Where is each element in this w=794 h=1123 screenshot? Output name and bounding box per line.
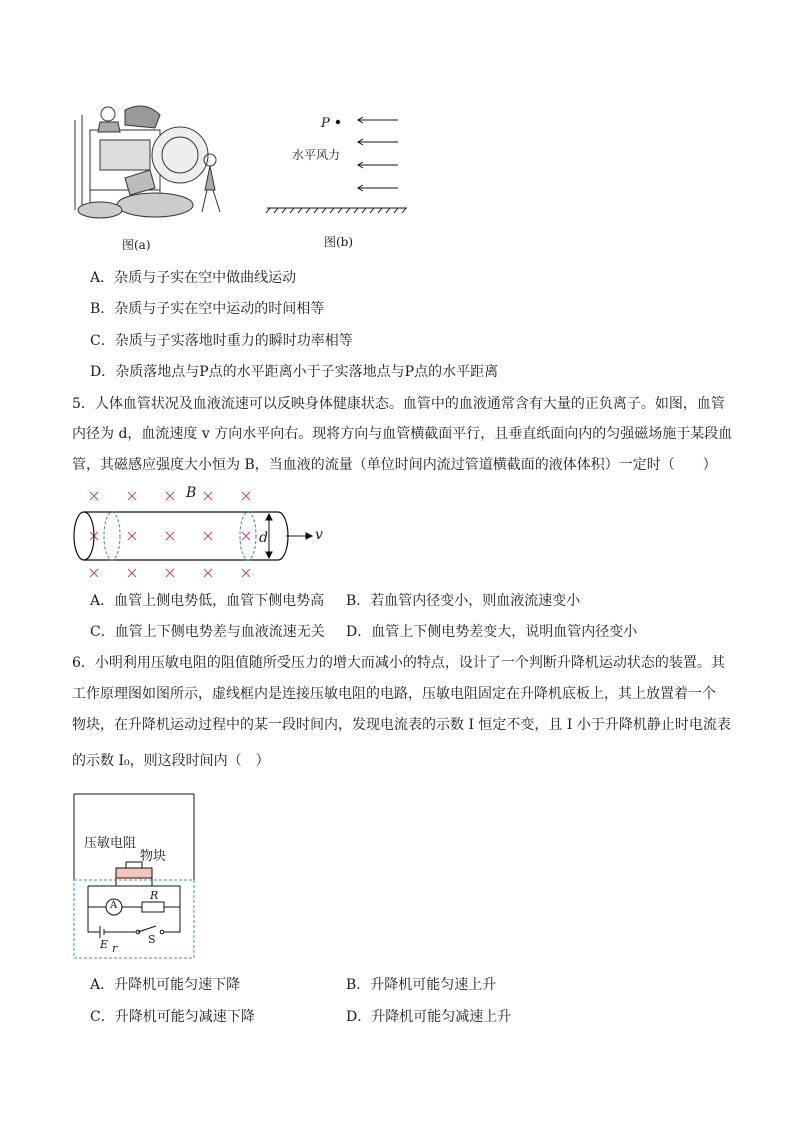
q6-option-b: B．升降机可能匀速上升 <box>346 977 497 993</box>
q6-option-c: C．升降机可能匀减速下降 <box>90 1009 255 1025</box>
wind-label: 水平风力 <box>292 148 341 162</box>
q5-option-b: B．若血管内径变小，则血液流速变小 <box>346 593 581 609</box>
q4-option-b: B．杂质与子实在空中运动的时间相等 <box>90 301 325 317</box>
figure-a-illustration <box>70 100 230 225</box>
q6-stem-line-4: 的示数 I₀，则这段时间内（ ） <box>72 753 270 769</box>
field-b-label: B <box>186 485 197 501</box>
q5-option-a: A．血管上侧电势低，血管下侧电势高 <box>90 593 325 609</box>
q6-stem-line-2: 工作原理图如图所示，虚线框内是连接压敏电阻的电路，压敏电阻固定在升降机底板上，其上放置着一个 <box>72 686 716 702</box>
figure-a-caption: 图(a) <box>122 238 151 252</box>
internal-r-label: r <box>112 942 118 955</box>
q5-option-c: C．血管上下侧电势差与血液流速无关 <box>90 624 325 640</box>
ammeter-label: A <box>110 900 118 911</box>
figure-b-caption: 图(b) <box>324 235 354 249</box>
q5-stem-line-1: 5．人体血管状况及血液流速可以反映身体健康状态。血管中的血液通常含有大量的正负离子。如图，血管 <box>72 396 725 412</box>
figure-b-diagram <box>262 108 412 218</box>
switch-s-label: S <box>148 933 156 946</box>
blood-vessel-diagram <box>66 482 336 582</box>
emf-e-label: E <box>100 938 109 951</box>
q4-option-a: A．杂质与子实在空中做曲线运动 <box>90 270 297 286</box>
q4-option-d: D．杂质落地点与P点的水平距离小于子实落地点与P点的水平距离 <box>90 364 499 380</box>
diameter-d-label: d <box>259 530 268 546</box>
point-p-label: P <box>321 116 330 131</box>
q6-option-a: A．升降机可能匀速下降 <box>90 977 241 993</box>
pressure-resistor-label: 压敏电阻 <box>84 836 137 851</box>
q6-stem-line-3: 物块，在升降机运动过程中的某一段时间内，发现电流表的示数 I 恒定不变，且 I 小于升降机静止时电流表 <box>72 717 731 733</box>
q5-stem-line-3: 管，其磁感应强度大小恒为 B，当血液的流量（单位时间内流过管道横截面的液体体积）一定时（ ） <box>72 457 717 473</box>
elevator-circuit-diagram <box>72 792 198 960</box>
q6-option-d: D．升降机可能匀减速上升 <box>346 1009 512 1025</box>
block-label: 物块 <box>140 849 167 864</box>
resistor-r-label: R <box>150 889 159 902</box>
q4-option-c: C．杂质与子实落地时重力的瞬时功率相等 <box>90 333 353 349</box>
velocity-v-label: v <box>315 527 323 543</box>
q5-stem-line-2: 内径为 d，血流速度 v 方向水平向右。现将方向与血管横截面平行，且垂直纸面向内的匀强磁场施于某段血 <box>72 426 733 442</box>
q6-stem-line-1: 6．小明利用压敏电阻的阻值随所受压力的增大而减小的特点，设计了一个判断升降机运动状态的装置。其 <box>72 655 725 671</box>
magnetic-field-crosses <box>90 492 250 577</box>
q5-option-d: D．血管上下侧电势差变大，说明血管内径变小 <box>346 624 638 640</box>
